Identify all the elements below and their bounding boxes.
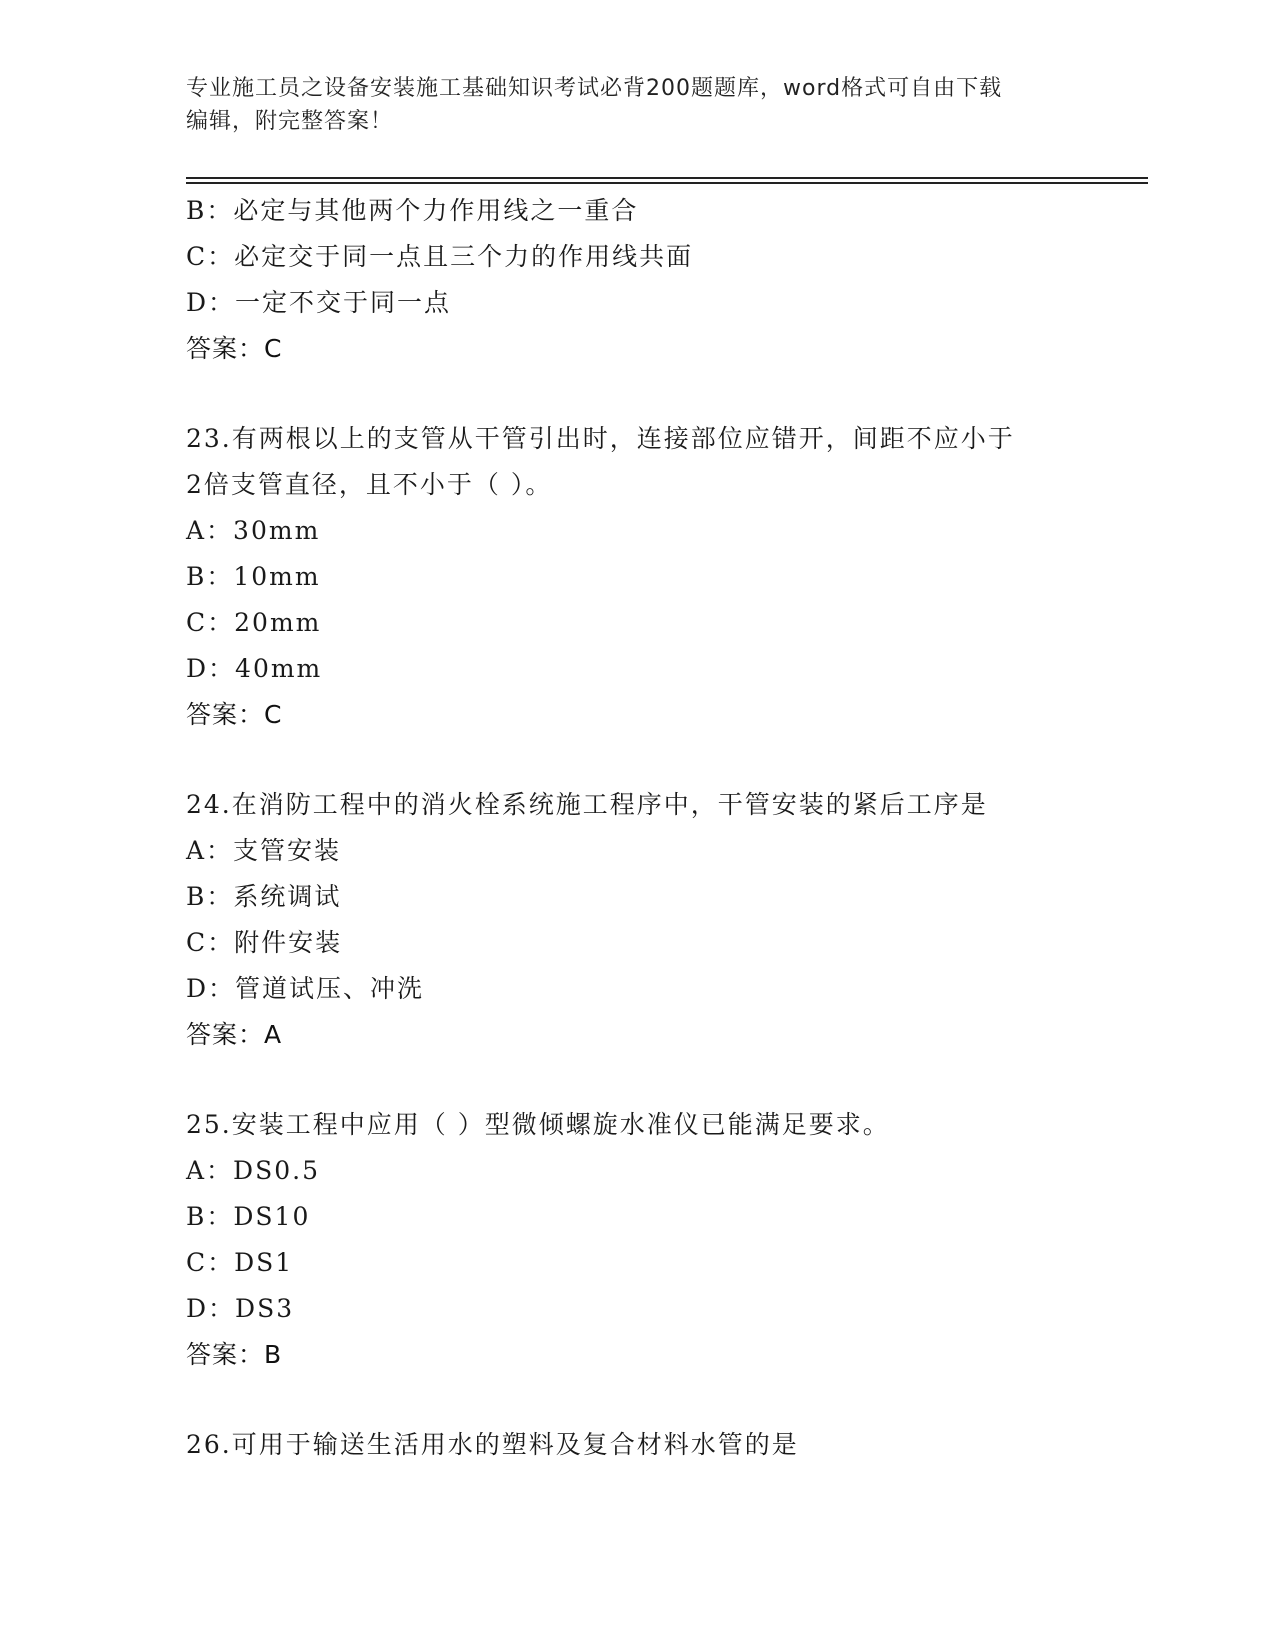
header-divider-top bbox=[186, 177, 1148, 179]
question-block-26 bbox=[186, 1422, 1148, 1468]
option-b: B：10mm bbox=[186, 562, 321, 591]
answer-line: 答案：C bbox=[186, 334, 283, 363]
option-c: C：必定交于同一点且三个力的作用线共面 bbox=[186, 242, 694, 271]
option-c: C：附件安装 bbox=[186, 928, 343, 957]
answer-line: 答案：B bbox=[186, 1340, 283, 1369]
option-d: D：DS3 bbox=[186, 1294, 295, 1323]
spacer bbox=[186, 1378, 1148, 1422]
option-c: C：DS1 bbox=[186, 1248, 294, 1277]
option-c: C：20mm bbox=[186, 608, 322, 637]
option-d: D：40mm bbox=[186, 654, 323, 683]
spacer bbox=[186, 372, 1148, 416]
question-stem-continued: 2倍支管直径，且不小于（ ）。 bbox=[186, 470, 553, 499]
option-a: A：支管安装 bbox=[186, 836, 342, 865]
spacer bbox=[186, 1058, 1148, 1102]
option-a: A：DS0.5 bbox=[186, 1156, 320, 1185]
question-list bbox=[186, 188, 1148, 1468]
question-block-25 bbox=[186, 1102, 1148, 1378]
option-b: B：系统调试 bbox=[186, 882, 342, 911]
answer-line: 答案：A bbox=[186, 1020, 283, 1049]
option-b: B：DS10 bbox=[186, 1202, 311, 1231]
option-d: D：管道试压、冲洗 bbox=[186, 974, 425, 1003]
question-block-24 bbox=[186, 782, 1148, 1058]
option-b: B：必定与其他两个力作用线之一重合 bbox=[186, 196, 639, 225]
spacer bbox=[186, 738, 1148, 782]
header-divider-bottom bbox=[186, 182, 1148, 184]
question-stem: 24.在消防工程中的消火栓系统施工程序中，干管安装的紧后工序是 bbox=[186, 790, 988, 819]
answer-line: 答案：C bbox=[186, 700, 283, 729]
document-header bbox=[186, 72, 1066, 138]
question-block-22 bbox=[186, 188, 1148, 372]
option-a: A：30mm bbox=[186, 516, 321, 545]
header-title-line-2: 编辑，附完整答案！ bbox=[186, 109, 394, 134]
question-stem: 26.可用于输送生活用水的塑料及复合材料水管的是 bbox=[186, 1430, 799, 1459]
question-block-23 bbox=[186, 416, 1148, 738]
option-d: D：一定不交于同一点 bbox=[186, 288, 452, 317]
header-title-line-1: 专业施工员之设备安装施工基础知识考试必背200题题库，word格式可自由下载 bbox=[186, 76, 1003, 101]
question-stem: 23.有两根以上的支管从干管引出时，连接部位应错开，间距不应小于 bbox=[186, 424, 1015, 453]
question-stem: 25.安装工程中应用（ ）型微倾螺旋水准仪已能满足要求。 bbox=[186, 1110, 890, 1139]
